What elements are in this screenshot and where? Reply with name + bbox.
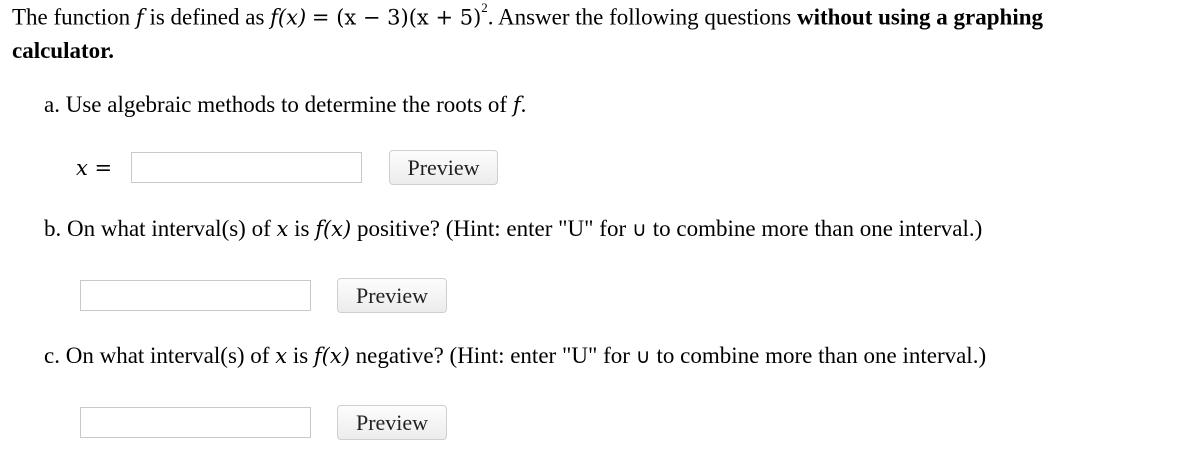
question-b-marker: b.	[44, 216, 62, 241]
exponent: 2	[481, 0, 488, 15]
positive-interval-input[interactable]	[80, 280, 311, 311]
function-definition: = (x − 3)(x + 5)	[311, 5, 482, 30]
question-c-function: f(x)	[313, 344, 350, 368]
question-b	[44, 216, 982, 242]
question-b-variable: x	[276, 217, 289, 241]
question-b-text-4: to combine more than one interval.)	[652, 216, 983, 241]
question-b-text-3: positive? (Hint: enter "U" for	[356, 216, 627, 241]
question-a-marker: a.	[44, 92, 60, 117]
preview-button-b[interactable]: Preview	[337, 278, 447, 313]
intro-text-2: is defined as	[149, 4, 265, 30]
instruction-bold-2: calculator.	[12, 38, 114, 63]
intro-text-1: The function	[12, 4, 131, 30]
question-b-text-2: is	[294, 216, 310, 241]
question-c	[44, 343, 986, 369]
question-b-function: f(x)	[315, 217, 352, 241]
union-symbol: ∪	[635, 344, 651, 368]
question-c-marker: c.	[44, 343, 60, 368]
question-c-text-4: to combine more than one interval.)	[656, 343, 987, 368]
intro-text-3: . Answer the following questions	[487, 4, 792, 30]
question-c-text-1: On what interval(s) of	[65, 343, 270, 368]
question-a-text: Use algebraic methods to determine the roots of	[65, 92, 508, 117]
question-c-variable: x	[275, 344, 288, 368]
negative-interval-input[interactable]	[80, 407, 311, 438]
question-c-text-2: is	[292, 343, 309, 368]
problem-statement	[12, 0, 1044, 31]
roots-input-label: x =	[76, 156, 113, 180]
preview-button-a[interactable]: Preview	[389, 150, 498, 185]
union-symbol: ∪	[632, 217, 647, 241]
preview-button-c[interactable]: Preview	[337, 405, 447, 440]
roots-input[interactable]	[131, 152, 362, 183]
function-notation: f(x)	[270, 5, 307, 30]
question-a	[44, 92, 526, 118]
question-b-text-1: On what interval(s) of	[67, 216, 271, 241]
function-name: f	[135, 5, 144, 30]
instruction-bold-1: without using a graphing	[796, 4, 1044, 30]
question-a-function: f	[512, 93, 521, 117]
question-c-text-3: negative? (Hint: enter "U" for	[355, 343, 630, 368]
question-a-period: .	[520, 92, 527, 117]
